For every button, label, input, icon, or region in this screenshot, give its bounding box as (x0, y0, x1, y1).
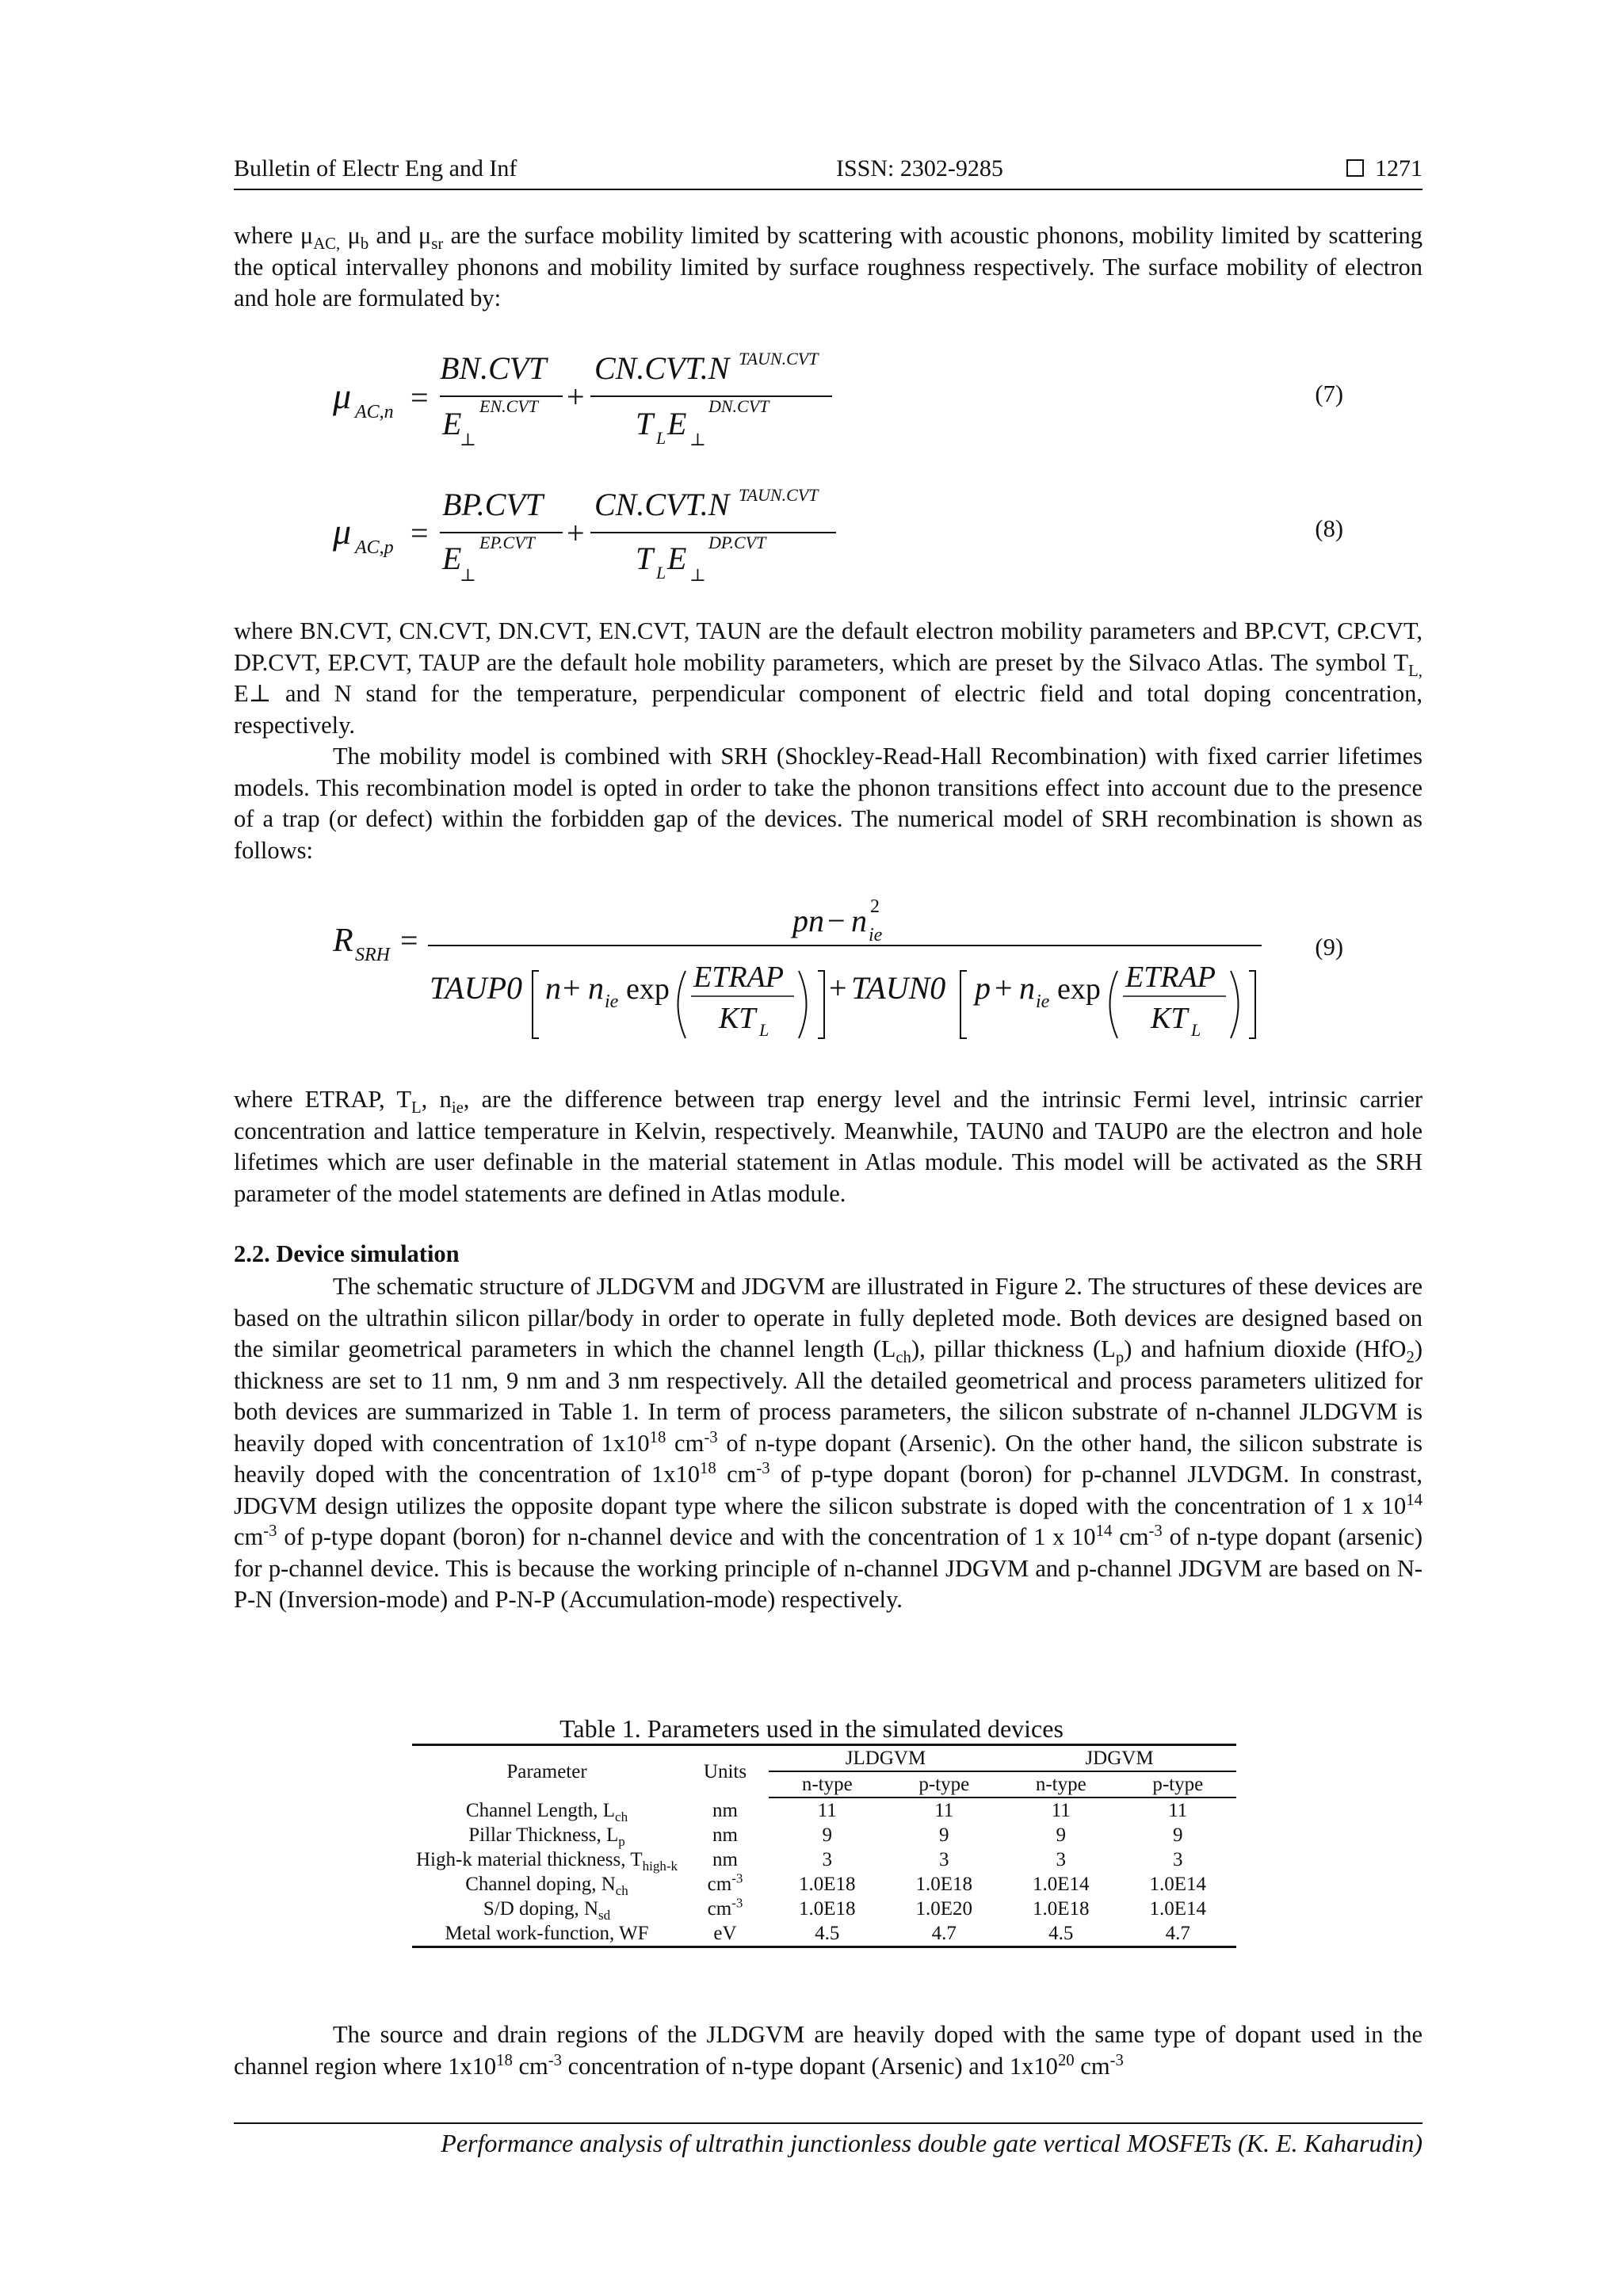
eq7-t2-den-a-sub: L (656, 428, 666, 448)
cell-value: 1.0E14 (1149, 1874, 1207, 1895)
eq7-t2-den-b-sub: ⊥ (689, 430, 706, 449)
cell-value: 3 (1173, 1849, 1183, 1870)
cell-units: eV (682, 1921, 769, 1947)
cell-value: 11 (1168, 1800, 1188, 1821)
equation-8-number: (8) (1315, 515, 1343, 542)
eq8-lhs-sub: AC,p (355, 537, 394, 558)
eq7-t2-den-a: T (636, 406, 654, 441)
cell-units: $cm^{-3}$ (707, 1895, 743, 1920)
table-row (412, 1921, 1236, 1947)
cell-value: 9 (939, 1824, 949, 1846)
cell-value: 1.0E18 (798, 1898, 856, 1920)
cell-value: 9 (1056, 1824, 1066, 1846)
eq8-t1-den-sub: ⊥ (460, 565, 476, 585)
eq9-taun: TAUN0 (851, 970, 946, 1006)
eq9-num-sup: 2 (870, 896, 880, 917)
eq9-paren-l2 (1110, 971, 1118, 1038)
cell-value: 3 (1056, 1849, 1066, 1870)
table-row (412, 1872, 1236, 1897)
eq9-taup: TAUP0 (430, 970, 523, 1006)
cell-parameter: Channel Length, $L_{ch}$ (465, 1799, 628, 1824)
eq7-t1-num: BN.CVT (440, 350, 547, 386)
paragraph-device-simulation: The schematic structure of JLDGVM and JDGVM are illustrated in Figure 2. The structures of these devices are based on the ultrathin silicon pillar/body in order to operate in fully depleted mode. Both devices are designed based on the similar geometrical parameters in which the channel length $(L_{ch})$, pillar thickness $(L_p)$ and hafnium dioxide (HfO$_2$) thickness are set to 11 nm, 9 nm and 3 nm respectively. All the detailed geometrical and process parameters ulitized for both devices are summarized in Table 1. In term of process parameters, the silicon substrate of n-channel JLDGVM is heavily doped with concentration of $1x10^{18}$ $cm^{-3}$ of n-type dopant (Arsenic). On the other hand, the silicon substrate is heavily doped with the concentration of $1x10^{18}$ $cm^{-3}$ of p-type dopant (boron) for p-channel JLVDGM. In constrast, JDGVM design utilizes the opposite dopant type where the silicon substrate is doped with the concentration of 1 x $10^{14}$ $cm^{-3}$ of p-type dopant (boron) for n-channel device and with the concentration of 1 x $10^{14}$ $cm^{-3}$ of n-type dopant (arsenic) for p-channel device. This is because the working principle of n-channel JDGVM and p-channel JDGVM are based on N-P-N (Inversion-mode) and P-N-P (Accumulation-mode) respectively. (234, 1273, 1423, 1613)
eq9-plus3: + (995, 970, 1013, 1006)
paragraph-intro: where $\mu_{AC,}$ $\mu_b$ and $\mu_{sr}$ are the surface mobility limited by scattering with acoustic phonons, mobility limited by scattering the optical intervalley phonons and mobility limited by surface roughness respectively. The surface mobility of electron and hole are formulated by: (234, 222, 1423, 311)
equation-9-number: (9) (1315, 934, 1343, 961)
footer-rule (234, 2122, 1423, 2124)
th-parameter: Parameter (412, 1745, 682, 1798)
header-rule (234, 189, 1423, 190)
paragraph-etrap: where ETRAP, $T_L$, $n_{ie}$, are the difference between trap energy level and the intrinsic Fermi level, intrinsic carrier concentration and lattice temperature in Kelvin, respectively. Meanwhile, TAUN0 and TAUP0 are the electron and hole lifetimes which are user definable in the material statement in Atlas module. This model will be activated as the SRH parameter of the model statements are defined in Atlas module. (234, 1086, 1423, 1207)
eq8-t2-num-sup: TAUN.CVT (739, 485, 819, 505)
th-n-type-1: n-type (769, 1771, 886, 1797)
eq8-t2-den-sup: DP.CVT (708, 533, 766, 552)
eq9-bracket-r1 (818, 971, 824, 1038)
eq9-etrap2: ETRAP (1125, 961, 1216, 994)
eq8-t2-num: CN.CVT.N (594, 487, 730, 522)
eq7-t2-den-sup: DN.CVT (708, 396, 769, 416)
parameters-table (412, 1744, 1236, 1948)
eq9-num-sub: ie (869, 925, 883, 946)
eq7-lhs-sub: AC,n (355, 402, 394, 422)
eq9-bracket-l1 (533, 971, 539, 1038)
running-footer: Performance analysis of ultrathin junctionless double gate vertical MOSFETs (K. E. Kaharudin) (441, 2129, 1423, 2157)
eq9-paren-l1 (678, 971, 686, 1038)
th-n-type-2: n-type (1002, 1771, 1120, 1797)
table-row (412, 1897, 1236, 1921)
cell-value: 4.7 (886, 1921, 1003, 1947)
th-p-type-2: p-type (1120, 1771, 1237, 1797)
equation-7 (325, 341, 880, 460)
table-row (412, 1797, 1236, 1823)
cell-value: 1.0E18 (1032, 1898, 1090, 1920)
eq8-t2-den-b: E (667, 541, 687, 576)
eq7-t1-den: E (442, 406, 462, 441)
cell-value: 4.5 (1002, 1921, 1120, 1947)
cell-value: 11 (817, 1800, 837, 1821)
eq9-lhs-sub: SRH (355, 945, 390, 965)
eq8-t2-den-a-sub: L (656, 563, 666, 583)
cell-parameter: High-k material thickness, $T_{high-k}$ (416, 1849, 678, 1874)
table-body (412, 1797, 1236, 1947)
cell-value: 11 (1051, 1800, 1071, 1821)
eq9-exp2: exp (1057, 972, 1101, 1006)
eq9-p: p (975, 970, 991, 1006)
eq8-equals: = (411, 515, 429, 551)
cell-value: 1.0E14 (1149, 1898, 1207, 1920)
table-row (412, 1823, 1236, 1847)
eq9-bracket-l2 (960, 971, 967, 1038)
eq9-num-b: n (851, 903, 867, 938)
cell-parameter: S/D doping, $N_{sd}$ (483, 1898, 611, 1923)
table-row (412, 1847, 1236, 1872)
issn: ISSN: 2302-9285 (836, 155, 1003, 181)
eq7-t2-den-b: E (667, 406, 687, 441)
cell-value: 1.0E20 (915, 1898, 973, 1920)
eq9-kt1-sub: L (759, 1020, 769, 1040)
eq9-plus2: + (829, 970, 847, 1006)
eq9-exp1: exp (626, 972, 670, 1006)
page-number-block (1346, 155, 1423, 182)
eq8-lhs: μ (333, 511, 352, 552)
cell-value: 9 (1173, 1824, 1183, 1846)
cell-units: $cm^{-3}$ (707, 1870, 743, 1895)
eq9-nie1-sub: ie (605, 991, 619, 1012)
journal-name: Bulletin of Electr Eng and Inf (234, 155, 517, 181)
eq7-lhs: μ (333, 376, 352, 416)
cell-value: 9 (822, 1824, 832, 1846)
cell-value: 1.0E18 (915, 1874, 973, 1895)
page-number: 1271 (1375, 155, 1423, 181)
equation-9 (325, 892, 1276, 1058)
cell-units: nm (712, 1824, 738, 1846)
cell-units: nm (712, 1799, 738, 1821)
eq8-plus: + (567, 515, 585, 551)
eq9-plus1: + (563, 970, 581, 1006)
eq9-nie2-sub: ie (1036, 991, 1050, 1012)
eq9-kt2-sub: L (1191, 1020, 1201, 1040)
eq7-t2-num: CN.CVT.N (594, 350, 730, 386)
cell-value: 4.5 (769, 1921, 886, 1947)
eq8-t2-den-a: T (636, 541, 654, 576)
eq7-t1-den-sup: EN.CVT (479, 396, 538, 416)
eq9-n: n (545, 970, 561, 1006)
cell-value: 3 (939, 1849, 949, 1870)
eq9-kt1: KT (719, 1002, 756, 1035)
eq8-t1-den-sup: EP.CVT (479, 533, 535, 552)
eq9-num-minus: − (827, 903, 846, 938)
eq9-lhs: R (333, 923, 353, 959)
eq7-t1-den-sub: ⊥ (460, 430, 476, 449)
eq8-t1-num: BP.CVT (442, 487, 544, 522)
eq9-paren-r2 (1231, 971, 1239, 1038)
cell-value: 1.0E18 (798, 1874, 856, 1895)
cell-parameter: Metal work-function, WF (412, 1921, 682, 1947)
section-heading: 2.2. Device simulation (234, 1240, 460, 1267)
eq9-paren-r1 (799, 971, 807, 1038)
eq9-nie1: n (588, 970, 604, 1006)
eq9-etrap1: ETRAP (693, 961, 784, 994)
paragraph-parameters: where BN.CVT, CN.CVT, DN.CVT, EN.CVT, TAUN are the default electron mobility parameters and BP.CVT, CP.CVT, DP.CVT, EP.CVT, TAUP are the default hole mobility parameters, which are preset by the Silvaco Atlas. The symbol $T_{L,}$ E⊥ and N stand for the temperature, perpendicular component of electric field and total doping concentration, respectively. (234, 617, 1423, 739)
equation-7-number: (7) (1315, 380, 1343, 407)
cell-value: 11 (934, 1800, 954, 1821)
eq9-kt2: KT (1151, 1002, 1188, 1035)
eq8-t1-den: E (442, 541, 462, 576)
th-jdgvm: JDGVM (1002, 1745, 1236, 1772)
running-header (234, 155, 1423, 190)
table-caption: Table 1. Parameters used in the simulated devices (559, 1714, 1064, 1743)
cell-units: nm (712, 1849, 738, 1870)
th-units: Units (682, 1745, 769, 1798)
eq9-num-a: pn (792, 903, 824, 938)
eq9-equals: = (400, 923, 418, 958)
th-jldgvm: JLDGVM (769, 1745, 1002, 1772)
paragraph-source-drain: The source and drain regions of the JLDGVM are heavily doped with the same type of dopant used in the channel region where $1x10^{18}$ $cm^{-3}$ concentration of n-type dopant (Arsenic) and $1x10^{20}$ $cm^{-3}$ (234, 2021, 1423, 2080)
eq7-t2-num-sup: TAUN.CVT (739, 349, 819, 369)
eq9-nie2: n (1019, 970, 1035, 1006)
paragraph-srh: The mobility model is combined with SRH (Shockley-Read-Hall Recombination) with fixed carrier lifetimes models. This recombination model is opted in order to take the phonon transitions effect into account due to the presence of a trap (or defect) within the forbidden gap of the devices. The numerical model of SRH recombination is shown as follows: (234, 743, 1423, 864)
cell-value: 3 (822, 1849, 832, 1870)
cell-value: 4.7 (1120, 1921, 1237, 1947)
equation-8 (325, 480, 880, 599)
eq7-plus: + (567, 379, 585, 415)
cell-parameter: Pillar Thickness, $L_p$ (468, 1824, 625, 1849)
cell-value: 1.0E14 (1032, 1874, 1090, 1895)
eq7-equals: = (411, 380, 429, 415)
eq9-bracket-r2 (1249, 971, 1255, 1038)
cell-parameter: Channel doping, $N_{ch}$ (465, 1874, 628, 1898)
th-p-type-1: p-type (886, 1771, 1003, 1797)
eq8-t2-den-b-sub: ⊥ (689, 565, 706, 585)
checkbox-square-icon (1346, 159, 1364, 177)
